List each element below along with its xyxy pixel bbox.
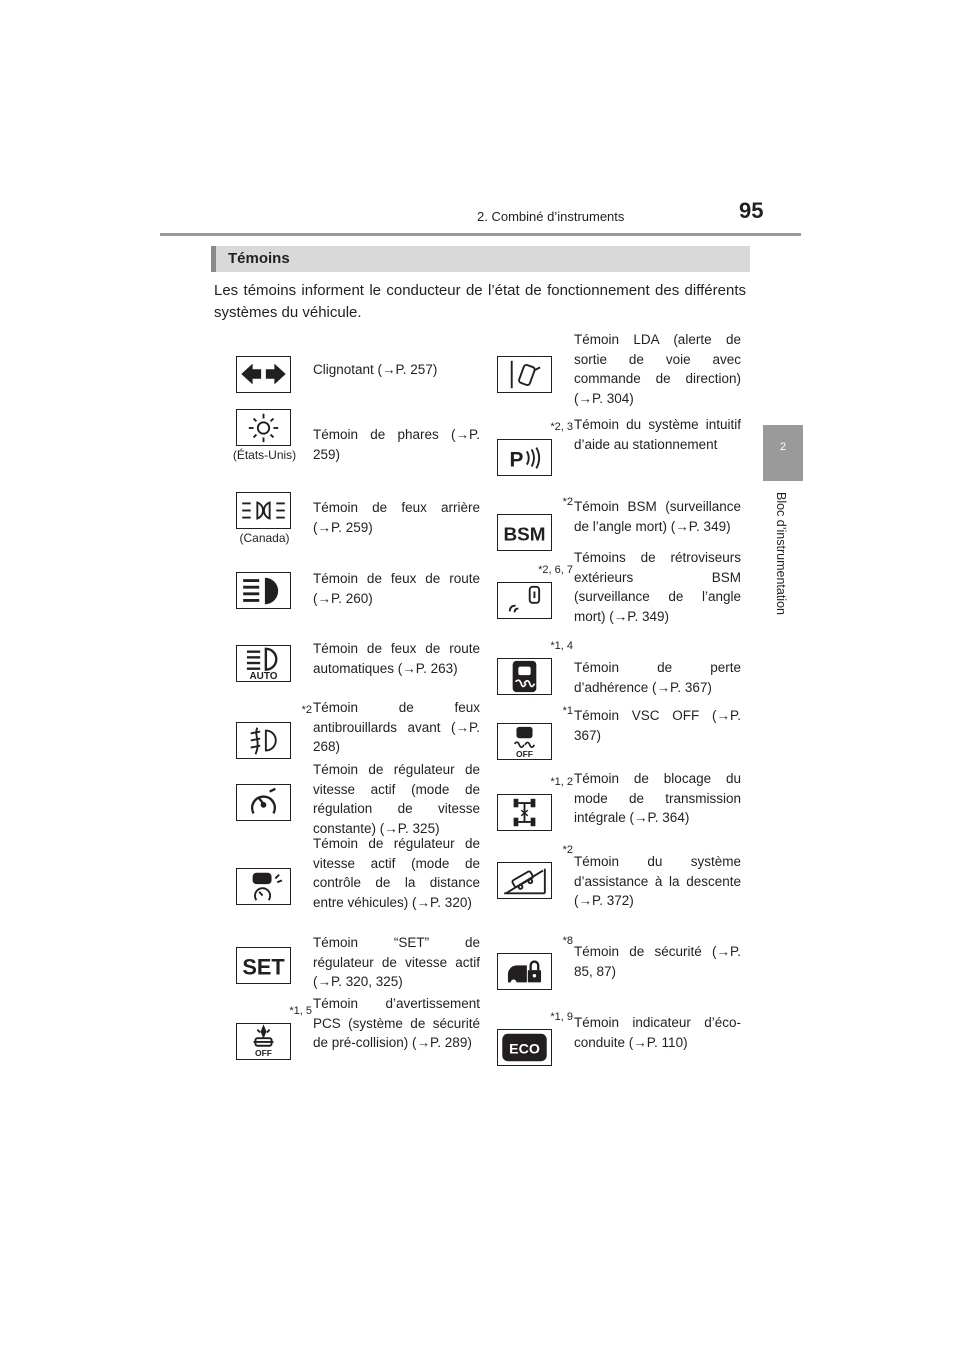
off-label: OFF <box>255 1048 272 1059</box>
indicator-item <box>212 472 482 545</box>
item-note: *2 <box>301 704 312 716</box>
bsm-mirror-icon <box>497 582 552 619</box>
indicator-item <box>212 996 482 1073</box>
item-description: Témoin de feux de route (→P. 260) <box>313 571 480 606</box>
item-description: Témoin LDA (alerte de sortie de voie avec commande de direction) (→P. 304) <box>574 332 741 406</box>
4wd-lock-icon <box>497 794 552 831</box>
eco-icon <box>497 1029 552 1066</box>
auto-label: AUTO <box>249 671 278 681</box>
indicator-item <box>473 933 743 1003</box>
parking-assist-icon <box>497 439 552 476</box>
header-rule <box>160 233 801 236</box>
indicator-item <box>473 703 743 773</box>
item-description: Témoin de régulateur de vitesse actif (mode de régulation de vitesse constante) (→P. 325) <box>313 762 480 836</box>
set-label: SET <box>242 954 285 980</box>
lda-icon <box>497 356 552 393</box>
indicator-item <box>473 842 743 912</box>
indicator-item <box>473 638 743 708</box>
section-bar <box>211 246 750 272</box>
item-description: Témoin du système intuitif d’aide au stationnement <box>574 417 741 452</box>
bsm-icon <box>497 514 552 551</box>
item-description: Témoin de régulateur de vitesse actif (mode de contrôle de la distance entre véhicules) (→P. 320) <box>313 836 480 910</box>
item-note: *1, 5 <box>289 1005 312 1017</box>
indicator-item <box>212 552 482 622</box>
item-description: Témoin de feux arrière (→P. 259) <box>313 500 480 535</box>
item-description: Témoin indicateur d’éco-conduite (→P. 110) <box>574 1015 741 1050</box>
p-label: P <box>509 448 524 472</box>
set-icon <box>236 947 291 984</box>
indicator-item <box>473 1009 743 1079</box>
item-note: *1 <box>562 705 573 717</box>
intro-paragraph: Les témoins informent le conducteur de l’état de fonctionnement des différents systèmes du véhicule. <box>214 282 746 321</box>
side-tab-label: Bloc d’instrumentation <box>774 492 788 615</box>
item-description: Témoin “SET” de régulateur de vitesse actif (→P. 320, 325) <box>313 935 480 989</box>
indicator-item <box>212 389 482 462</box>
item-description: Témoin de perte d’adhérence (→P. 367) <box>574 660 741 695</box>
item-note: *2 <box>562 496 573 508</box>
item-description: Témoin de phares (→P. 259) <box>313 427 480 462</box>
turn-signal-icon <box>236 356 291 393</box>
distance-control-icon <box>236 868 291 905</box>
bsm-label: BSM <box>503 524 546 546</box>
side-tab-number: 2 <box>779 441 787 453</box>
item-description: Témoin VSC OFF (→P. 367) <box>574 708 741 743</box>
indicator-item <box>473 419 743 489</box>
cruise-control-icon <box>236 784 291 821</box>
item-description: Témoin de feux antibrouillards avant (→P. 268) <box>313 700 480 754</box>
pcs-off-icon <box>236 1023 291 1060</box>
item-description: Témoin de feux de route automatiques (→P. 263) <box>313 641 480 676</box>
item-description: Témoin du système d’assistance à la descente (→P. 372) <box>574 854 741 908</box>
indicator-item <box>212 625 482 695</box>
auto-high-beam-icon <box>236 645 291 682</box>
indicator-item <box>212 764 482 834</box>
item-note: *1, 4 <box>550 640 573 652</box>
high-beam-icon <box>236 572 291 609</box>
item-description: Témoins de rétroviseurs extérieurs BSM (surveillance de l’angle mort) (→P. 349) <box>574 550 741 624</box>
item-note: *2, 3 <box>550 421 573 433</box>
page-number: 95 <box>739 198 764 223</box>
indicator-item <box>473 771 743 844</box>
item-sub-label: (Canada) <box>239 531 290 545</box>
item-description: Témoin de sécurité (→P. 85, 87) <box>574 944 741 979</box>
front-fog-light-icon <box>236 722 291 759</box>
vsc-off-icon <box>497 723 552 760</box>
item-description: Témoin BSM (surveillance de l’angle mort) (→P. 349) <box>574 499 741 534</box>
section-title: Témoins <box>228 250 290 267</box>
security-icon <box>497 953 552 990</box>
indicator-item <box>473 332 743 406</box>
item-sub-label: (États-Unis) <box>232 448 297 462</box>
item-note: *1, 2 <box>550 776 573 788</box>
item-note: *2 <box>562 844 573 856</box>
side-tab <box>763 425 803 481</box>
headlight-icon <box>236 409 291 446</box>
indicator-item <box>212 927 482 997</box>
item-description: Témoin de blocage du mode de transmission intégrale (→P. 364) <box>574 771 741 825</box>
indicator-item <box>212 836 482 918</box>
chapter-heading: 2. Combiné d’instruments <box>477 209 625 224</box>
item-description: Témoin d’avertissement PCS (système de sécurité de pré-collision) (→P. 289) <box>313 996 480 1050</box>
item-note: *8 <box>562 935 573 947</box>
item-description: Clignotant (→P. 257) <box>313 362 438 377</box>
item-note: *1, 9 <box>550 1011 573 1023</box>
indicator-item <box>473 550 743 632</box>
downhill-assist-icon <box>497 862 552 899</box>
eco-label: ECO <box>509 1041 540 1058</box>
item-note: *2, 6, 7 <box>538 564 573 576</box>
tail-light-icon <box>236 492 291 529</box>
off-label: OFF <box>516 749 533 759</box>
slip-indicator-icon <box>497 658 552 695</box>
